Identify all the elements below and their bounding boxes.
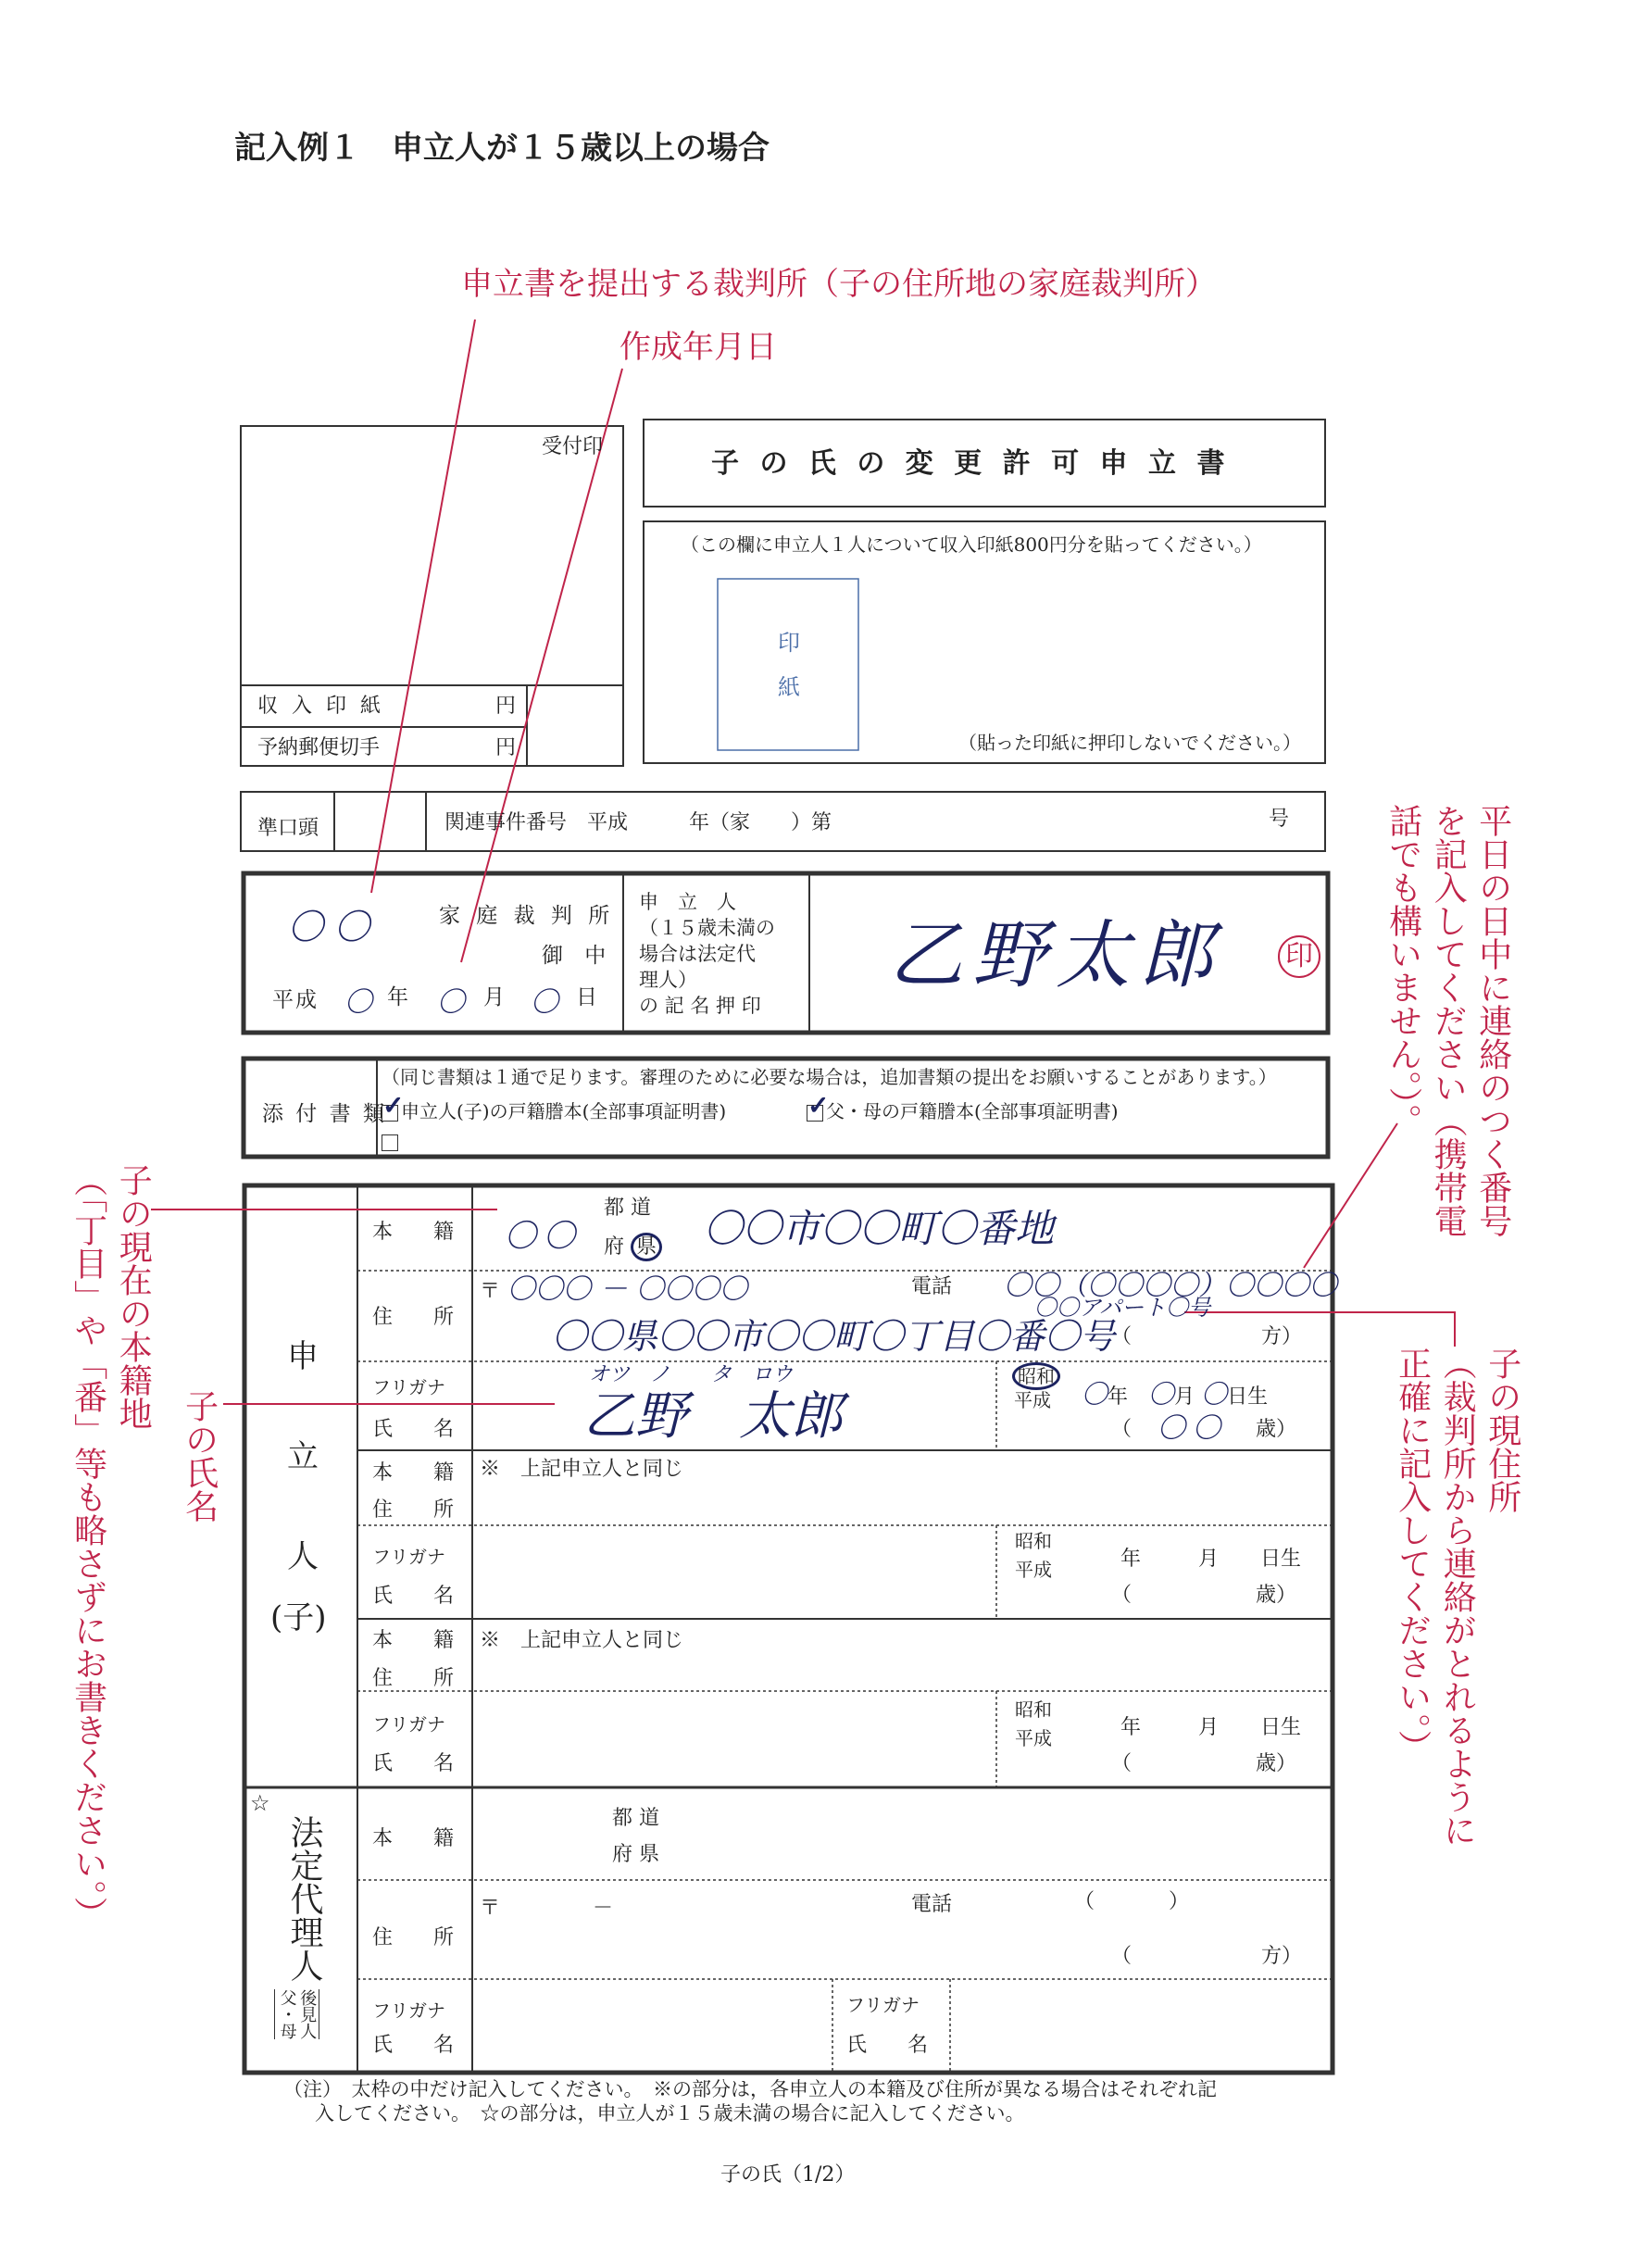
attachment-item-label: 申立人(子)の戸籍謄本(全部事項証明書) <box>401 1100 727 1122</box>
checkbox-empty[interactable] <box>382 1134 398 1151</box>
row-label-honseki: 本 籍 <box>372 1629 455 1652</box>
age-label: 歳） <box>1256 1752 1297 1775</box>
row-label-honseki: 本 籍 <box>372 1461 455 1485</box>
attachments-note: （同じ書類は１通で足ります。審理のために必要な場合は，追加書類の提出をお願いすることがあります。） <box>382 1066 1277 1088</box>
month-label: 月 <box>1198 1548 1220 1571</box>
same-as-above: ※ 上記申立人と同じ <box>480 1629 684 1652</box>
row-label-name: 氏 名 <box>372 2034 455 2057</box>
row-label-furigana: フリガナ <box>846 1994 920 2016</box>
row-label-address: 住 所 <box>372 1498 455 1522</box>
reception-stamp-label: 受付印 <box>542 435 604 458</box>
row-label-name: 氏 名 <box>372 1418 455 1441</box>
row-label-honseki: 本 籍 <box>372 1827 455 1850</box>
postal-mark: 〒 <box>480 1280 501 1303</box>
stamp-instruction: （この欄に申立人１人について収入印紙800円分を貼ってください。） <box>681 533 1262 556</box>
annotation-name: 子の氏名 <box>180 1389 219 1523</box>
paren: （ <box>1111 1418 1133 1441</box>
case-number-suffix: 号 <box>1269 808 1290 831</box>
stamp-box-label: 印 <box>778 630 800 656</box>
pref-label: 府 県 <box>612 1843 659 1866</box>
postal-code-value: 〇〇〇 － 〇〇〇〇 <box>507 1273 748 1306</box>
side-label: 立 <box>287 1438 319 1475</box>
annotation-phone: 平日の日中に連絡のつく番号 を記入してください（携帯電 話でも構いません。）。 <box>1383 804 1512 1237</box>
birthday-label: 日生 <box>1260 1548 1302 1571</box>
side-label: 申 <box>287 1338 319 1375</box>
era-showa: 昭和 <box>1015 1530 1052 1552</box>
row-label-furigana: フリガナ <box>372 1713 445 1736</box>
pref-label: 都 道 <box>612 1807 659 1830</box>
month-label: 月 <box>483 985 507 1009</box>
row-label-name: 氏 名 <box>846 2034 929 2057</box>
phone-label: 電話 <box>911 1275 953 1298</box>
age-label: 歳） <box>1256 1418 1297 1441</box>
attachments-label: 添 付 書 類 <box>262 1102 387 1126</box>
pref-label: 府 県 <box>604 1237 662 1258</box>
footnote: （注） 太枠の中だけ記入してください。 ※の部分は，各申立人の本籍及び住所が異なる場合はそれぞれ記 入してください。 ☆の部分は，申立人が１５歳未満の場合に記入してください。 <box>283 2078 1217 2124</box>
address-value: 〇〇県〇〇市〇〇町〇丁目〇番〇号 <box>552 1316 1116 1357</box>
onchu-label: 御 中 <box>542 944 614 968</box>
revenue-stamp-label: 収 入 印 紙 <box>257 695 384 718</box>
postal-dash: － <box>593 1897 614 1920</box>
yen-label: 円 <box>495 736 517 759</box>
row-label-furigana: フリガナ <box>372 1376 445 1398</box>
side-label: 人 <box>287 1538 319 1575</box>
month-value: 〇 <box>437 986 465 1019</box>
era-heisei: 平成 <box>1015 1727 1052 1749</box>
row-label-address: 住 所 <box>372 1306 455 1329</box>
stamp-note: （貼った印紙に押印しないでください。） <box>958 732 1301 754</box>
care-of-label: 方） <box>1261 1325 1303 1348</box>
pref-label: 都 道 <box>604 1197 651 1220</box>
honseki-value: 〇〇市〇〇町〇番地 <box>704 1206 1055 1251</box>
era-heisei: 平成 <box>1015 1559 1052 1581</box>
phone-label: 電話 <box>911 1893 953 1916</box>
legal-rep-sub: 後見人 父・母 <box>274 1989 319 2039</box>
stamp-box-label: 紙 <box>778 674 800 700</box>
checkbox-checked[interactable] <box>382 1105 398 1122</box>
page-footer: 子の氏（1/2） <box>720 2163 856 2187</box>
row-label-name: 氏 名 <box>372 1752 455 1775</box>
page-heading: 記入例１ 申立人が１５歳以上の場合 <box>234 130 770 167</box>
year-value: 〇 <box>344 986 372 1019</box>
postal-mark: 〒 <box>480 1897 501 1920</box>
row-label-furigana: フリガナ <box>372 1999 445 2022</box>
day-value: 〇 <box>531 986 558 1019</box>
same-as-above: ※ 上記申立人と同じ <box>480 1458 684 1481</box>
month-label: 月 <box>1198 1716 1220 1739</box>
paren: ） <box>1169 1890 1190 1913</box>
building-value: 〇〇アパート〇号 <box>1034 1295 1211 1321</box>
checkbox-checked[interactable] <box>807 1105 823 1122</box>
annotation-honseki: 子の現在の本籍地 （「丁目」や「番」等も略さずにお書きください。） <box>69 1163 153 1930</box>
year-label: 年 <box>1120 1716 1142 1739</box>
birthday-label: 日生 <box>1260 1716 1302 1739</box>
annotation-date: 作成年月日 <box>620 329 777 366</box>
attachment-item[interactable] <box>382 1132 401 1151</box>
row-label-name: 氏 名 <box>372 1585 455 1608</box>
attachment-item[interactable] <box>807 1102 1119 1122</box>
era-showa-circled: 昭和 <box>1012 1367 1060 1385</box>
birth-date: 〇年 〇月 〇日生 <box>1082 1379 1269 1410</box>
year-label: 年 <box>387 985 410 1009</box>
legal-rep-label: 法定代理人 <box>285 1815 323 1982</box>
phone-value: 〇〇（〇〇〇〇）〇〇〇〇 <box>1004 1270 1337 1302</box>
oral-label: 準口頭 <box>257 817 319 840</box>
applicant-signature: 乙野太郎 <box>889 912 1222 998</box>
age-label: 歳） <box>1256 1584 1297 1607</box>
paren: （ <box>1111 1752 1133 1775</box>
related-case-label: 関連事件番号 平成 年（家 ）第 <box>444 811 832 834</box>
paren: （ <box>1111 1325 1133 1348</box>
care-of-label: 方） <box>1261 1945 1303 1968</box>
attachment-item-label: 父・母の戸籍謄本(全部事項証明書) <box>826 1100 1119 1122</box>
paren: （ <box>1111 1945 1133 1968</box>
row-label-address: 住 所 <box>372 1926 455 1949</box>
court-name: 〇〇 <box>288 907 382 947</box>
row-label-address: 住 所 <box>372 1667 455 1690</box>
furigana-value: オツ ノ タ ロウ <box>589 1363 794 1386</box>
era-label: 平成 <box>272 988 319 1012</box>
era-heisei: 平成 <box>1014 1389 1051 1411</box>
side-label: (子) <box>270 1599 327 1636</box>
star-icon: ☆ <box>250 1790 270 1816</box>
honseki-pref-value: 〇〇 <box>505 1218 582 1255</box>
form-title: 子 の 氏 の 変 更 許 可 申 立 書 <box>711 447 1231 480</box>
year-label: 年 <box>1120 1548 1142 1571</box>
court-suffix: 家 庭 裁 判 所 <box>439 904 615 928</box>
annotation-court: 申立書を提出する裁判所（子の住所地の家庭裁判所） <box>461 266 1217 303</box>
postage-label: 予納郵便切手 <box>257 736 381 759</box>
name-value: 乙野 太郎 <box>583 1386 843 1447</box>
era-showa: 昭和 <box>1015 1698 1052 1721</box>
seal-mark: 印 <box>1278 935 1320 978</box>
applicant-sign-label: 申 立 人 （１５歳未満の 場合は法定代 理人） の 記 名 押 印 <box>639 891 775 1017</box>
yen-label: 円 <box>495 695 517 718</box>
day-label: 日 <box>576 985 599 1009</box>
row-label-honseki: 本 籍 <box>372 1221 455 1244</box>
paren: （ <box>1074 1890 1095 1913</box>
row-label-furigana: フリガナ <box>372 1546 445 1568</box>
annotation-address: 子の現住所 （裁判所から連絡がとれるように 正確に記入してください。） <box>1393 1347 1521 1847</box>
paren: （ <box>1111 1584 1133 1607</box>
attachment-item[interactable] <box>382 1102 726 1122</box>
age-value: 〇〇 <box>1158 1412 1228 1445</box>
